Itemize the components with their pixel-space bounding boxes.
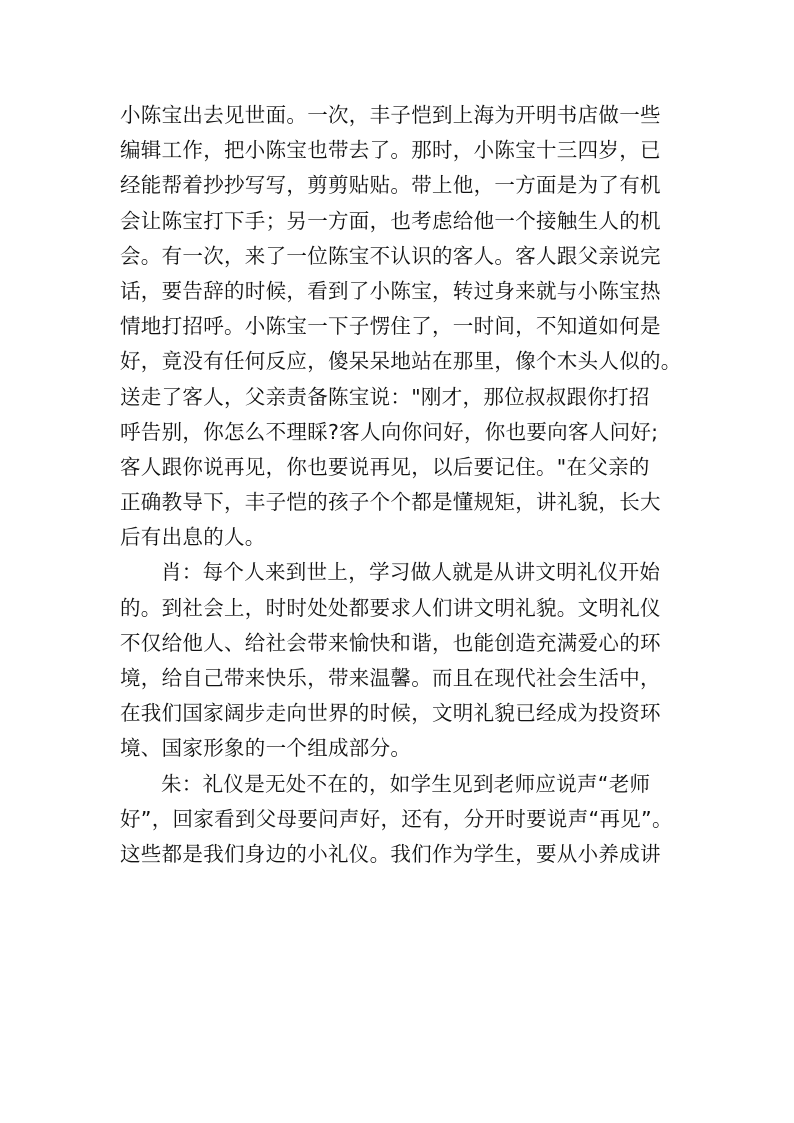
paragraph-start-line: 肖：每个人来到世上，学习做人就是从讲文明礼仪开始	[161, 560, 661, 585]
text-line: 送走了客人，父亲责备陈宝说："刚才，那位叔叔跟你打招	[120, 384, 650, 409]
text-line: 情地打招呼。小陈宝一下子愣住了，一时间，不知道如何是	[120, 314, 661, 339]
text-line: 会。有一次，来了一位陈宝不认识的客人。客人跟父亲说完	[120, 243, 661, 268]
text-line: 境，给自己带来快乐，带来温馨。而且在现代社会生活中，	[120, 666, 661, 690]
text-line: 不仅给他人、给社会带来愉快和谐，也能创造充满爱心的环	[120, 630, 661, 655]
text-line: 境、国家形象的一个组成部分。	[120, 736, 412, 761]
text-line: 话，要告辞的时候，看到了小陈宝，转过身来就与小陈宝热	[120, 278, 661, 303]
body-text	[120, 98, 710, 872]
text-line: 好”，回家看到父母要问声好，还有，分开时要说声“再见”。	[120, 806, 673, 831]
text-line: 后有出息的人。	[120, 525, 266, 550]
text-line: 好，竟没有任何反应，傻呆呆地站在那里，像个木头人似的。	[120, 349, 682, 374]
text-line: 的。到社会上，时时处处都要求人们讲文明礼貌。文明礼仪	[120, 595, 661, 620]
text-line: 会让陈宝打下手；另一方面，也考虑给他一个接触生人的机	[120, 208, 661, 233]
text-line: 在我们国家阔步走向世界的时候，文明礼貌已经成为投资环	[120, 701, 661, 726]
text-line: 正确教导下，丰子恺的孩子个个都是懂规矩，讲礼貌，长大	[120, 490, 661, 515]
paragraph-start-line: 朱：礼仪是无处不在的，如学生见到老师应说声“老师	[161, 771, 651, 796]
text-line: 呼告别，你怎么不理睬?客人向你问好，你也要向客人问好;	[120, 419, 659, 444]
text-line: 小陈宝出去见世面。一次，丰子恺到上海为开明书店做一些	[120, 103, 661, 127]
text-line: 这些都是我们身边的小礼仪。我们作为学生，要从小养成讲	[120, 841, 661, 866]
text-line: 客人跟你说再见，你也要说再见，以后要记住。"在父亲的	[120, 454, 650, 479]
text-line: 编辑工作，把小陈宝也带去了。那时，小陈宝十三四岁，已	[120, 138, 661, 163]
text-line: 经能帮着抄抄写写，剪剪贴贴。带上他，一方面是为了有机	[120, 173, 661, 198]
